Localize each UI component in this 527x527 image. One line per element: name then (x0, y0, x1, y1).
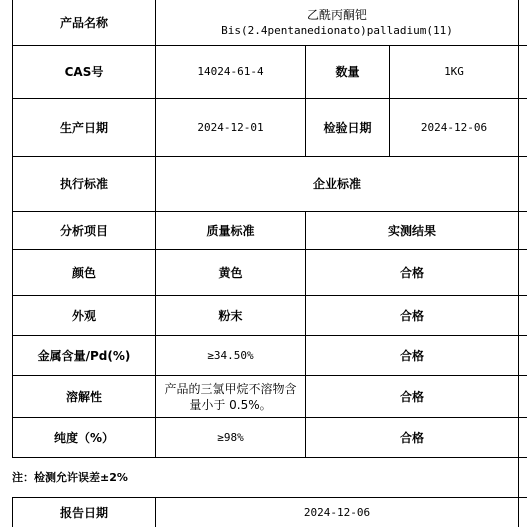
product-name-label: 产品名称 (59, 15, 108, 30)
header-item: 分析项目 (59, 223, 108, 238)
quantity-label: 数量 (335, 65, 360, 79)
report-date-value: 2024-12-06 (303, 505, 371, 519)
production-date-label: 生产日期 (59, 120, 108, 135)
row-spec: 粉末 (218, 308, 243, 323)
row-result: 合格 (399, 308, 424, 323)
product-name-en: Bis(2.4pentanedionato)palladium(11) (221, 23, 453, 37)
row-result: 合格 (399, 265, 424, 280)
standard-label: 执行标准 (59, 177, 108, 191)
row-spec: 黄色 (218, 265, 243, 280)
rule (12, 457, 527, 458)
row-result: 合格 (399, 430, 424, 445)
row-spec-line: 产品的三氯甲烷不溶物含 (164, 381, 297, 396)
row-item: 纯度（%） (53, 430, 115, 445)
row-item: 溶解性 (65, 389, 102, 404)
row-spec-line: 量小于 0.5%。 (189, 397, 272, 412)
row-spec (156, 376, 305, 417)
report-date-label: 报告日期 (59, 505, 108, 520)
row-result: 合格 (399, 389, 424, 404)
rule (518, 0, 519, 527)
header-spec: 质量标准 (206, 223, 255, 238)
row-spec: ≥98% (217, 430, 244, 444)
standard-value: 企业标准 (312, 177, 361, 191)
tolerance-note: 注：检测允许误差±2% (12, 471, 128, 484)
product-name-value (156, 0, 518, 45)
row-spec: ≥34.50% (207, 348, 254, 362)
cas-value: 14024-61-4 (197, 65, 264, 78)
quantity-value: 1KG (444, 65, 464, 78)
row-item: 颜色 (71, 265, 96, 280)
product-name-cn: 乙酰丙酮钯 (306, 7, 367, 22)
row-item: 金属含量/Pd(%) (37, 348, 131, 363)
header-result: 实测结果 (387, 223, 436, 238)
cas-label: CAS号 (64, 65, 104, 79)
inspection-date-value: 2024-12-06 (420, 120, 488, 134)
row-item: 外观 (71, 308, 96, 323)
row-result: 合格 (399, 348, 424, 363)
production-date-value: 2024-12-01 (197, 120, 264, 134)
inspection-date-label: 检验日期 (323, 120, 372, 135)
